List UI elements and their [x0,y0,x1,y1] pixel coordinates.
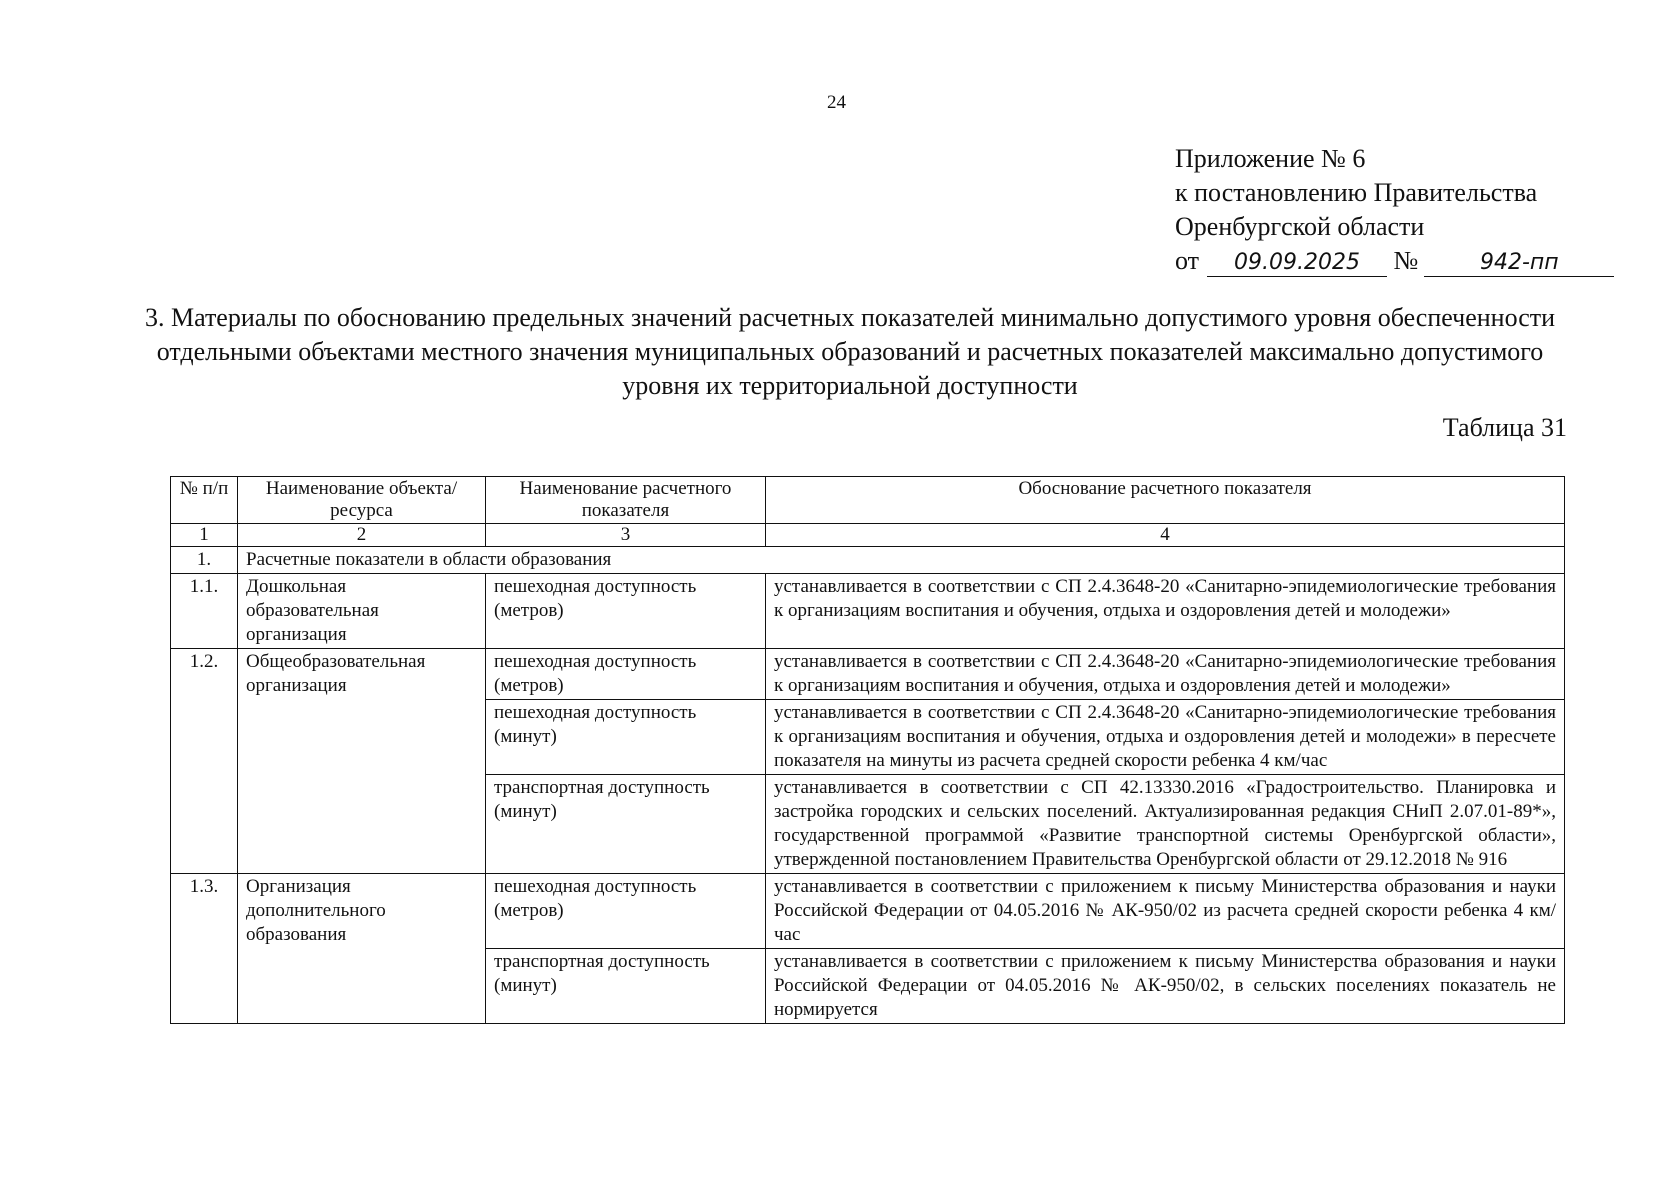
appendix-line-1: Приложение № 6 [1175,144,1366,173]
section-row [171,547,1565,574]
row-object: Организация дополнительного образования [238,874,486,1024]
row-indicator: пешеходная доступность (метров) [486,874,766,949]
column-number: 3 [486,524,766,547]
row-justification: устанавливается в соответствии с приложением к письму Министерства образования и науки Российской Федерации от 04.05.2016 № АК-950/02, в сельских поселениях показатель не нормируется [766,949,1565,1024]
section-heading: 3. Материалы по обоснованию предельных значений расчетных показателей минимально допустимого уровня обеспеченности отдельными объектами местного значения муниципальных образований и расчетных показателей максимально допустимого уровня их территориальной доступности [144,303,1556,400]
row-indicator: транспортная доступность (минут) [486,949,766,1024]
row-num: 1.1. [171,574,238,649]
row-object: Общеобразовательная организация [238,649,486,874]
row-num: 1.3. [171,874,238,1024]
handwritten-date: 09.09.2025 [1207,250,1387,277]
appendix-line-4 [1175,244,1595,278]
row-num: 1.2. [171,649,238,874]
row-justification: устанавливается в соответствии с СП 2.4.3648-20 «Санитарно-эпидемиологические требования к организациям воспитания и обучения, отдыха и оздоровления детей и молодежи» [766,574,1565,649]
column-number: 1 [171,524,238,547]
standards-table [170,476,1565,1024]
row-indicator: пешеходная доступность (метров) [486,574,766,649]
header-indicator: Наименование расчетного показателя [486,477,766,524]
table-row [171,649,1565,700]
header-num: № п/п [171,477,238,524]
number-label: № [1393,246,1419,275]
appendix-line-3: Оренбургской области [1175,212,1425,241]
row-justification: устанавливается в соответствии с СП 2.4.3648-20 «Санитарно-эпидемиологические требования к организациям воспитания и обучения, отдыха и оздоровления детей и молодежи» в пересчете показателя на минуты из расчета средней скорости ребенка 4 км/час [766,700,1565,775]
section-title: Расчетные показатели в области образования [238,547,1565,574]
column-number: 2 [238,524,486,547]
row-justification: устанавливается в соответствии с СП 2.4.3648-20 «Санитарно-эпидемиологические требования к организациям воспитания и обучения, отдыха и оздоровления детей и молодежи» [766,649,1565,700]
section-num: 1. [171,547,238,574]
row-indicator: пешеходная доступность (метров) [486,649,766,700]
table-label: Таблица 31 [1442,413,1567,442]
appendix-line-2: к постановлению Правительства [1175,178,1538,207]
page-number: 24 [827,92,846,113]
row-indicator: пешеходная доступность (минут) [486,700,766,775]
header-row [171,477,1565,524]
column-number-row [171,524,1565,547]
handwritten-number: 942-пп [1424,250,1614,277]
from-label: от [1175,246,1200,275]
table-row [171,874,1565,949]
column-number: 4 [766,524,1565,547]
header-justification: Обоснование расчетного показателя [766,477,1565,524]
header-object: Наименование объекта/ресурса [238,477,486,524]
row-object: Дошкольная образовательная организация [238,574,486,649]
row-justification: устанавливается в соответствии с СП 42.13330.2016 «Градостроительство. Планировка и застройка городских и сельских поселений. Актуализированная редакция СНиП 2.07.01-89*», государственной программой «Развитие транспортной системы Оренбургской области», утвержденной постановлением Правительства Оренбургской области от 29.12.2018 № 916 [766,775,1565,874]
row-justification: устанавливается в соответствии с приложением к письму Министерства образования и науки Российской Федерации от 04.05.2016 № АК-950/02 из расчета средней скорости ребенка 4 км/час [766,874,1565,949]
row-indicator: транспортная доступность (минут) [486,775,766,874]
appendix-block [1175,142,1595,278]
table-row [171,574,1565,649]
